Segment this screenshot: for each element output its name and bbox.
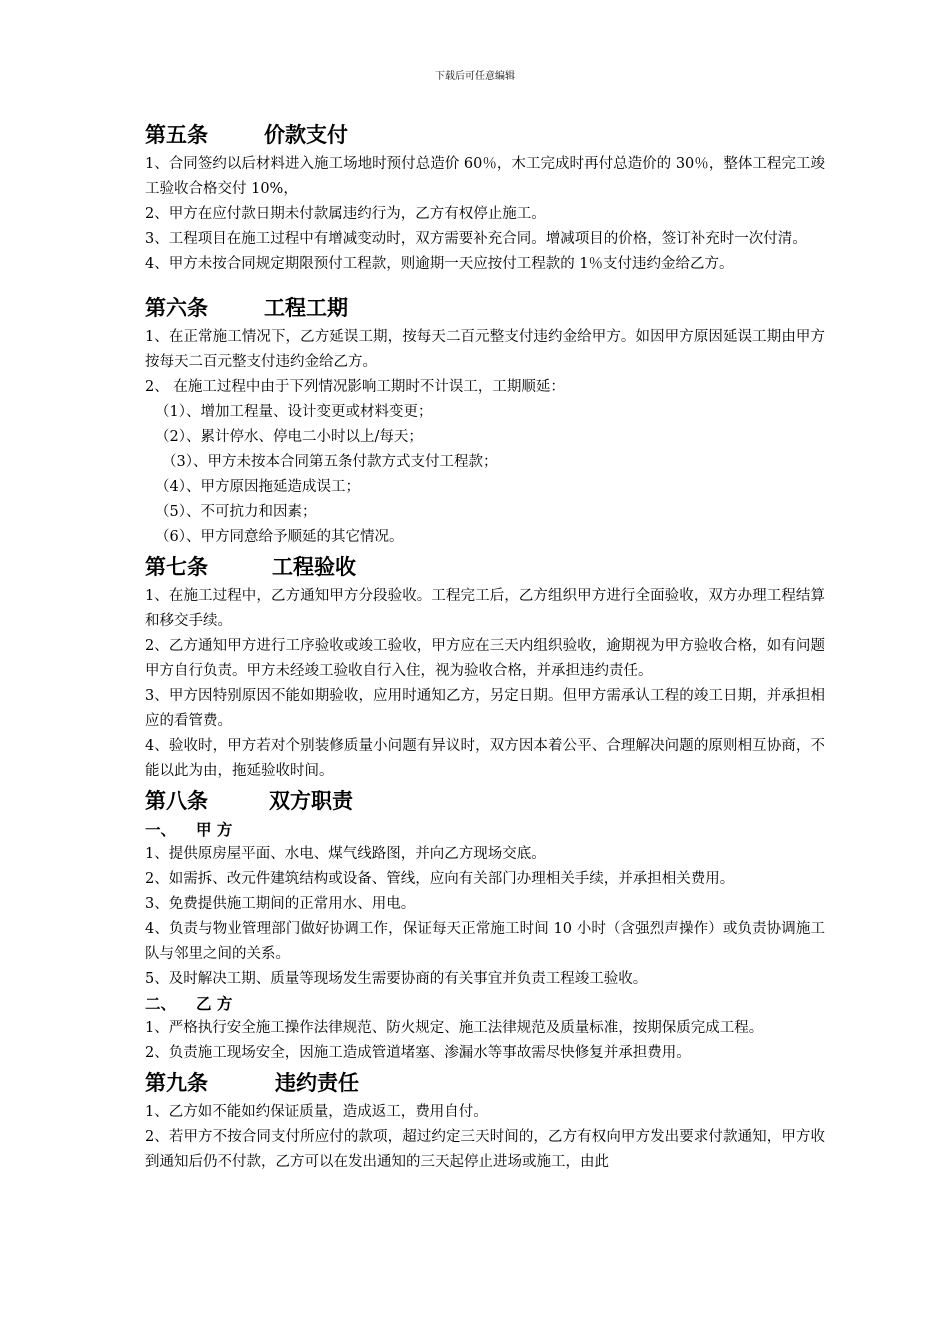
paragraph: 3、甲方因特别原因不能如期验收，应用时通知乙方，另定日期。但甲方需承认工程的竣工日期，并承担相应的看管费。 xyxy=(145,688,825,729)
section-title: 双方职责 xyxy=(269,789,353,813)
paragraph: 4、验收时，甲方若对个别装修质量小问题有异议时，双方因本着公平、合理解决问题的原则相互协商，不能以此为由，拖延验收时间。 xyxy=(145,738,825,779)
paragraph: 1、在施工过程中，乙方通知甲方分段验收。工程完工后，乙方组织甲方进行全面验收，双方办理工程结算和移交手续。 xyxy=(145,588,825,629)
section-number: 第五条 xyxy=(145,123,208,147)
subsection-number: 二、 xyxy=(145,994,177,1013)
paragraph: 2、乙方通知甲方进行工序验收或竣工验收，甲方应在三天内组织验收，逾期视为甲方验收合格，如有问题甲方自行负责。甲方未经竣工验收自行入住，视为验收合格，并承担违约责任。 xyxy=(145,638,825,679)
paragraph: 3、免费提供施工期间的正常用水、用电。 xyxy=(145,896,416,912)
section-8-heading xyxy=(145,784,825,818)
list-item: （4）、甲方原因拖延造成误工； xyxy=(155,479,360,495)
section-title: 价款支付 xyxy=(264,123,348,147)
list-item: （6）、甲方同意给予顺延的其它情况。 xyxy=(155,529,404,545)
paragraph: 4、负责与物业管理部门做好协调工作，保证每天正常施工时间 10 小时（含强烈声操作）或负责协调施工队与邻里之间的关系。 xyxy=(145,921,825,962)
list-item: （2）、累计停水、停电二小时以上/每天； xyxy=(155,429,423,445)
paragraph: 4、甲方未按合同规定期限预付工程款，则逾期一天应按付工程款的 1％支付违约金给乙方。 xyxy=(145,256,734,272)
paragraph: 3、工程项目在施工过程中有增减变动时，双方需要补充合同。增减项目的价格，签订补充时一次付清。 xyxy=(145,231,807,247)
list-item: （5）、不可抗力和因素； xyxy=(155,504,317,520)
paragraph: 1、合同签约以后材料进入施工场地时预付总造价 60％，木工完成时再付总造价的 30％，整体工程完工竣工验收合格交付 10%， xyxy=(145,156,825,197)
paragraph: 2、若甲方不按合同支付所应付的款项，超过约定三天时间的，乙方有权向甲方发出要求付款通知，甲方收到通知后仍不付款，乙方可以在发出通知的三天起停止进场或施工，由此 xyxy=(145,1129,825,1170)
section-title: 违约责任 xyxy=(275,1071,359,1095)
subsection-party-b-heading xyxy=(145,992,825,1016)
subsection-title: 乙 方 xyxy=(196,994,233,1013)
document-body xyxy=(145,118,825,1175)
section-6-heading xyxy=(145,291,825,325)
section-number: 第六条 xyxy=(145,296,208,320)
section-number: 第九条 xyxy=(145,1071,208,1095)
subsection-party-a-heading xyxy=(145,818,825,842)
page-header: 下载后可任意编辑 xyxy=(435,71,515,82)
paragraph: 1、在正常施工情况下，乙方延误工期，按每天二百元整支付违约金给甲方。如因甲方原因延误工期由甲方按每天二百元整支付违约金给乙方。 xyxy=(145,329,825,370)
paragraph: 2、甲方在应付款日期未付款属违约行为，乙方有权停止施工。 xyxy=(145,206,546,222)
paragraph: 2、如需拆、改元件建筑结构或设备、管线，应向有关部门办理相关手续，并承担相关费用。 xyxy=(145,871,735,887)
section-9-heading xyxy=(145,1066,825,1100)
subsection-title: 甲 方 xyxy=(196,820,233,839)
section-5-heading xyxy=(145,118,825,152)
paragraph: 1、提供原房屋平面、水电、煤气线路图，并向乙方现场交底。 xyxy=(145,846,546,862)
paragraph: 2、负责施工现场安全，因施工造成管道堵塞、渗漏水等事故需尽快修复并承担费用。 xyxy=(145,1045,691,1061)
paragraph: 5、及时解决工期、质量等现场发生需要协商的有关事宜并负责工程竣工验收。 xyxy=(145,971,648,987)
section-title: 工程工期 xyxy=(264,296,348,320)
paragraph: 1、乙方如不能如约保证质量，造成返工，费用自付。 xyxy=(145,1104,488,1120)
list-item: （3）、甲方未按本合同第五条付款方式支付工程款； xyxy=(162,454,498,470)
section-title: 工程验收 xyxy=(272,555,356,579)
paragraph: 2、 在施工过程中由于下列情况影响工期时不计误工，工期顺延： xyxy=(145,379,565,395)
paragraph: 1、严格执行安全施工操作法律规范、防火规定、施工法律规范及质量标准，按期保质完成工程。 xyxy=(145,1020,764,1036)
subsection-number: 一、 xyxy=(145,820,177,839)
section-number: 第七条 xyxy=(145,555,208,579)
list-item: （1）、增加工程量、设计变更或材料变更； xyxy=(155,404,433,420)
section-7-heading xyxy=(145,550,825,584)
section-number: 第八条 xyxy=(145,789,208,813)
